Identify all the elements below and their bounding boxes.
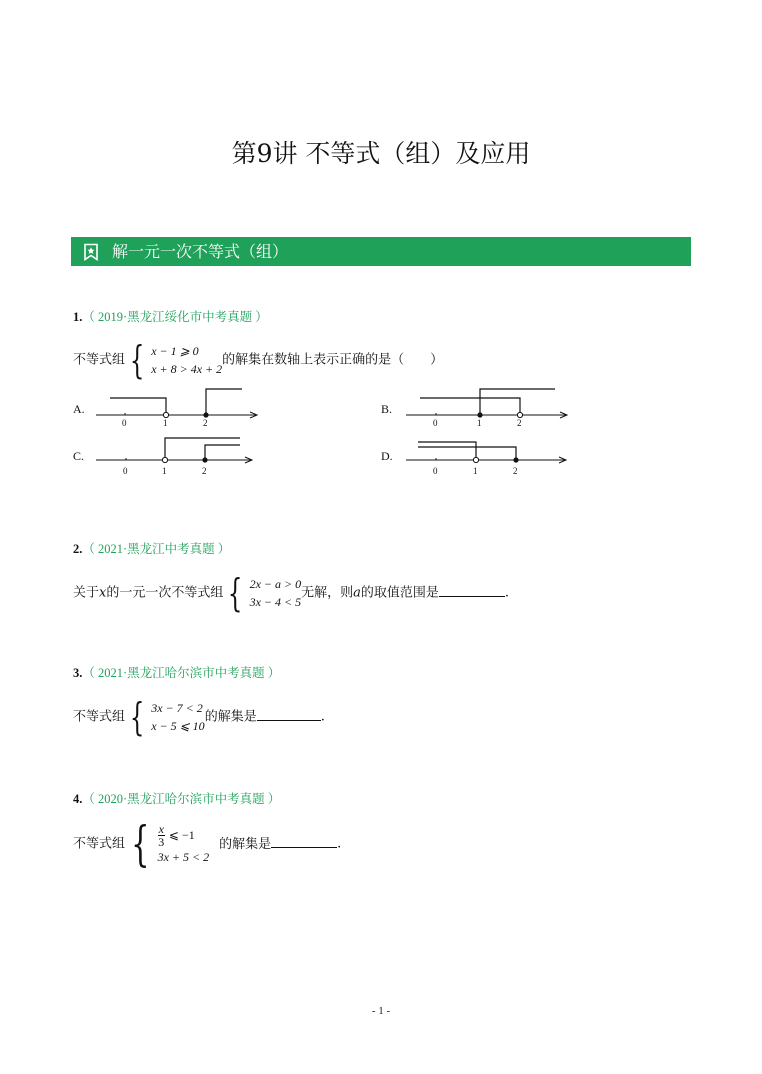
question-2-end: . (504, 585, 510, 601)
question-3-header (73, 665, 280, 681)
question-3-number: 3. (73, 666, 83, 680)
left-brace: { (129, 338, 145, 382)
question-4-suffix: 的解集是 (219, 836, 272, 852)
inequality-row-2: x − 5 ⩽ 10 (151, 719, 205, 733)
question-2-prefix-1: 关于 (73, 585, 100, 601)
fraction (158, 823, 165, 848)
option-d-number-line (398, 432, 573, 480)
inequality-row-1: x − 1 ⩾ 0 (151, 344, 199, 358)
answer-blank[interactable] (439, 596, 505, 597)
tick-label: 0 (122, 418, 127, 428)
inequality-row-1: 2x − a > 0 (249, 577, 302, 591)
question-3-prefix: 不等式组 (73, 709, 126, 725)
tick-label: 1 (477, 418, 482, 428)
inequality-row-1: 3x − 7 < 2 (151, 701, 203, 715)
question-3-suffix: 的解集是 (204, 709, 257, 725)
left-brace: { (129, 695, 145, 739)
left-brace: { (228, 571, 243, 615)
option-a-number-line (88, 385, 263, 433)
inequality-row-1 (158, 823, 210, 848)
page-title: 第9讲 不等式（组）及应用 (231, 139, 531, 168)
fraction-numerator: x (158, 821, 164, 836)
question-2-source: （ 2021·黑龙江中考真题 ） (82, 542, 231, 556)
tick-label: 2 (513, 466, 518, 476)
question-3-stem (73, 695, 325, 739)
question-1-prefix: 不等式组 (73, 352, 126, 368)
option-b-label: B. (381, 402, 393, 416)
inequality-system (223, 571, 302, 615)
option-b-number-line (398, 385, 573, 433)
variable-a: a (353, 585, 361, 601)
answer-blank[interactable] (257, 720, 321, 721)
question-2-suffix-1: 无解，则 (301, 585, 354, 601)
variable-x: x (99, 585, 107, 601)
question-2-header (73, 541, 230, 557)
fraction-denominator: 3 (158, 834, 165, 849)
question-3-source: （ 2021·黑龙江哈尔滨市中考真题 ） (82, 666, 281, 680)
inequality-system (125, 816, 210, 872)
tick-label: 1 (163, 418, 168, 428)
question-3-end: . (320, 709, 325, 725)
section-title: 解一元一次不等式（组） (112, 242, 289, 261)
option-c-label: C. (73, 449, 85, 463)
question-1-source: （ 2019·黑龙江绥化市中考真题 ） (82, 310, 268, 324)
page-number: - 1 - (371, 1005, 391, 1017)
tick-label: 2 (517, 418, 522, 428)
answer-blank[interactable] (271, 847, 337, 848)
question-2-number: 2. (73, 542, 83, 556)
question-4-header (73, 791, 280, 807)
question-1-number: 1. (73, 310, 83, 324)
inequality-row-2: 3x − 4 < 5 (249, 595, 302, 609)
tick-label: 0 (123, 466, 128, 476)
row-1-relation: ⩽ −1 (168, 828, 195, 842)
question-1-suffix: 的解集在数轴上表示正确的是（ ） (222, 352, 444, 368)
tick-label: 1 (162, 466, 167, 476)
section-header-bar (71, 237, 691, 266)
question-4-stem (73, 816, 342, 872)
question-1-header (73, 309, 268, 325)
option-c-number-line (88, 432, 263, 480)
tick-label: 1 (473, 466, 478, 476)
question-2-suffix-2: 的取值范围是 (360, 585, 439, 601)
tick-label: 0 (433, 466, 438, 476)
left-brace: { (131, 816, 150, 872)
question-4-source: （ 2020·黑龙江哈尔滨市中考真题 ） (82, 792, 281, 806)
inequality-row-2: 3x + 5 < 2 (157, 849, 210, 864)
tick-label: 2 (202, 466, 207, 476)
question-4-end: . (337, 836, 342, 852)
option-a-label: A. (73, 402, 85, 416)
tick-label: 2 (203, 418, 208, 428)
inequality-row-2: x + 8 > 4x + 2 (151, 362, 223, 376)
inequality-system (125, 338, 223, 382)
question-2-prefix-2: 的一元一次不等式组 (106, 585, 224, 601)
option-d-label: D. (381, 449, 393, 463)
question-4-number: 4. (73, 792, 83, 806)
question-4-prefix: 不等式组 (73, 836, 126, 852)
inequality-system (125, 695, 205, 739)
question-1-stem (73, 338, 444, 382)
question-2-stem (73, 571, 510, 615)
tick-label: 0 (433, 418, 438, 428)
bookmark-star-icon (82, 243, 100, 261)
